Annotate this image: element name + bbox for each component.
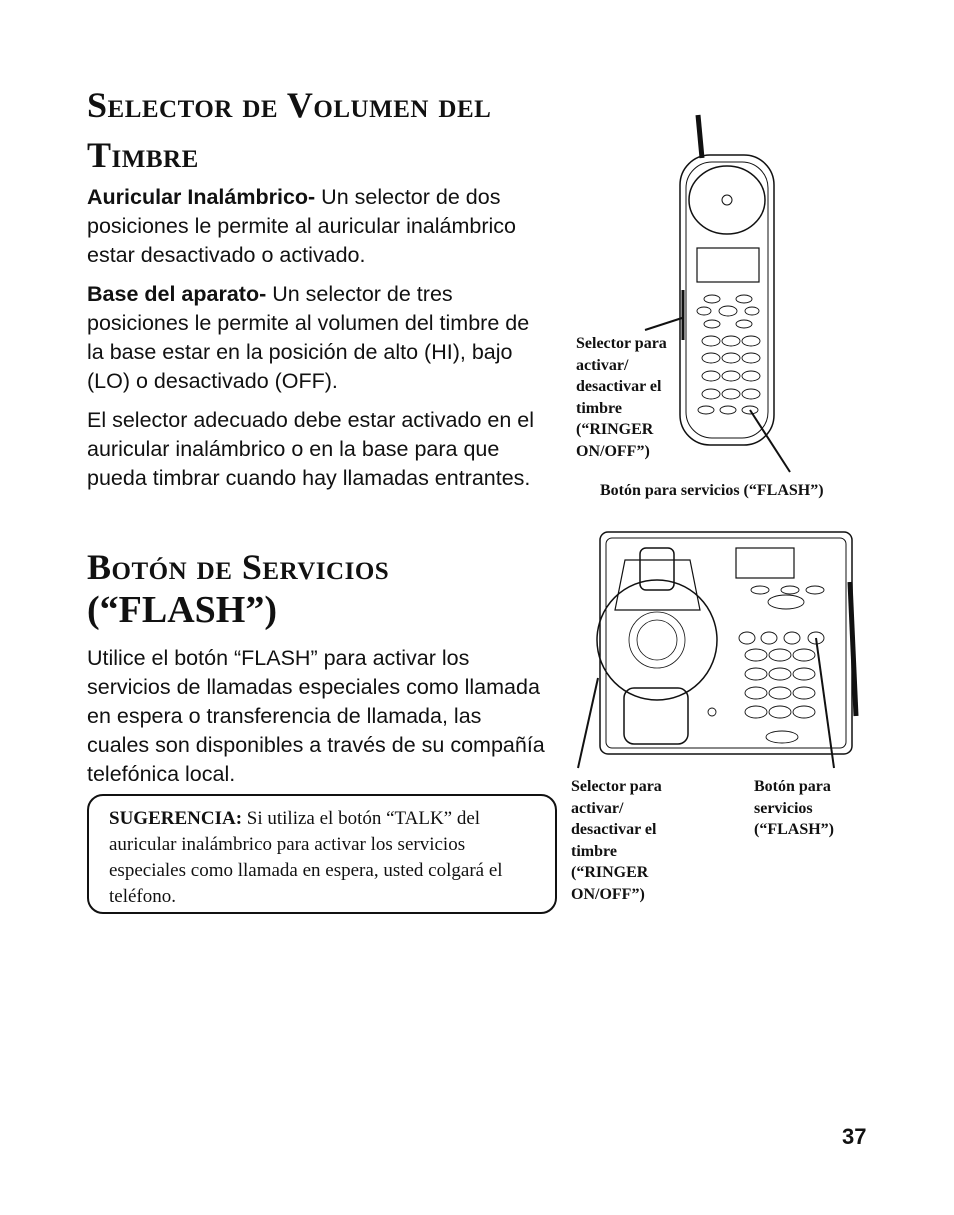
paragraph-selector-note: El selector adecuado debe estar activado en el auricular inalámbrico o en la base para que pueda timbrar cuando hay llamadas entrantes. <box>87 408 535 490</box>
section-title-flash-line2: (“FLASH”) <box>87 589 277 631</box>
section-title-ringer-volume: Selector de Volumen del Timbre <box>87 85 492 175</box>
base-illustration <box>578 532 856 768</box>
caption-handset-ringer: Selector para activar/ desactivar el timbre (“RINGER ON/OFF”) <box>576 335 667 460</box>
caption-handset-flash: Botón para servicios (“FLASH”) <box>600 482 824 499</box>
section-title-flash: Botón de Servicios <box>87 547 390 587</box>
caption-base-flash: Botón para servicios (“FLASH”) <box>754 778 834 838</box>
paragraph-base: Base del aparato- Un selector de tres posiciones le permite al volumen del timbre de la base estar en la posición de alto (HI), bajo (LO) o desactivado (OFF). <box>87 282 530 393</box>
page-number: 37 <box>842 1124 867 1149</box>
tip-text: SUGERENCIA: Si utiliza el botón “TALK” del auricular inalámbrico para activar los servicios especiales como llamada en espera, usted colgará el teléfono. <box>109 808 503 907</box>
paragraph-flash: Utilice el botón “FLASH” para activar los servicios de llamadas especiales como llamada en espera o transferencia de llamada, las cuales son disponibles a través de su compañía telefónica local. <box>87 646 545 786</box>
tip-box <box>87 794 557 914</box>
paragraph-handset: Auricular Inalámbrico- Un selector de dos posiciones le permite al auricular inalámbrico estar desactivado o activado. <box>87 185 517 267</box>
caption-base-ringer: Selector para activar/ desactivar el timbre (“RINGER ON/OFF”) <box>571 778 662 903</box>
